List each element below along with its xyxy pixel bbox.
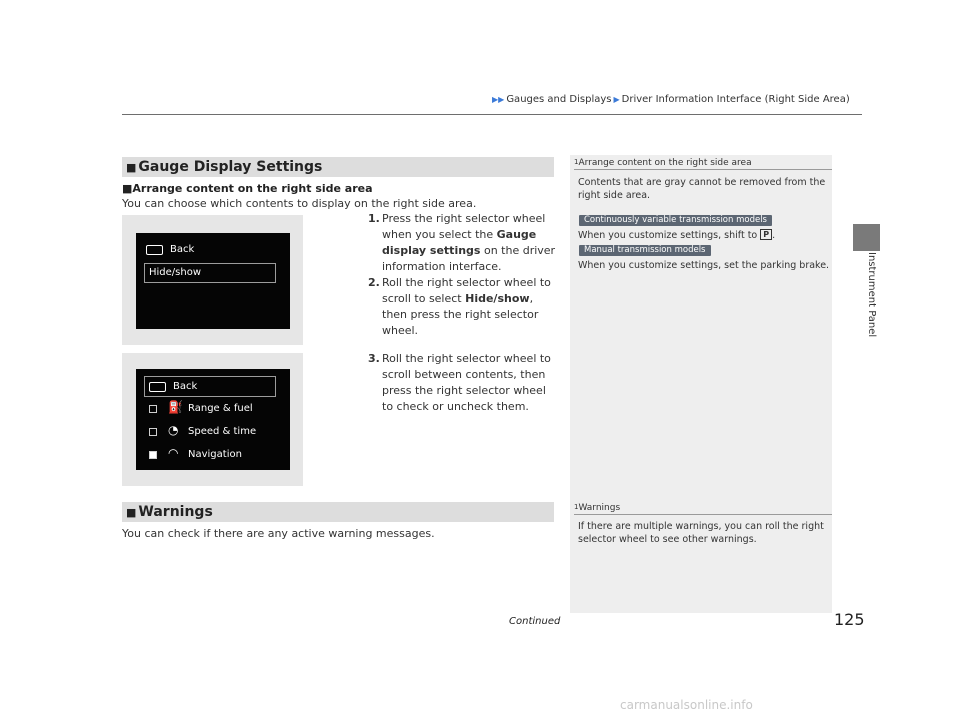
arrange-subhead-text: Arrange content on the right side area: [132, 182, 373, 195]
note-ref: 1: [574, 503, 579, 511]
note-warnings-title-text: Warnings: [578, 503, 621, 513]
speed-time-label: Speed & time: [188, 426, 257, 437]
note-cvt-text: [578, 229, 828, 242]
screen2-back-label: Back: [173, 381, 198, 392]
watermark: carmanualsonline.info: [620, 698, 753, 712]
breadcrumb-arrow-icon: ▶▶: [492, 95, 505, 104]
page-number: 125: [834, 610, 865, 629]
screenshot-hide-show-frame: [122, 215, 303, 345]
park-gear-icon: P: [760, 229, 772, 240]
back-icon: [149, 382, 166, 392]
step-2-text-end: , then press the right selector wheel.: [382, 292, 539, 337]
note-warnings-title: [574, 503, 620, 513]
back-icon: [146, 245, 163, 255]
step-1-bold: Gauge display settings: [382, 228, 537, 257]
step-1-number: 1.: [368, 212, 380, 225]
note-arrange-title-text: Arrange content on the right side area: [578, 158, 752, 168]
arrange-subhead: [122, 182, 373, 195]
breadcrumb-driver-info: Driver Information Interface (Right Side Area): [621, 94, 850, 105]
screenshot-contents: [136, 369, 290, 470]
navigation-label: Navigation: [188, 449, 242, 460]
range-fuel-checkbox: [149, 405, 157, 413]
screenshot-contents-frame: [122, 353, 303, 486]
speed-clock-icon: ◔: [168, 423, 179, 437]
gauge-section-title: Gauge Display Settings: [138, 159, 323, 175]
chapter-tab: [853, 224, 880, 251]
warnings-body: You can check if there are any active warning messages.: [122, 527, 435, 540]
note-arrange-title: [574, 158, 752, 168]
gauge-section-header: [122, 157, 554, 177]
arrange-intro: You can choose which contents to display on the right side area.: [122, 197, 477, 210]
screen1-back-label: Back: [170, 244, 195, 255]
breadcrumb-gauges: Gauges and Displays: [506, 94, 612, 105]
fuel-pump-icon: ⛽: [168, 400, 183, 414]
cvt-models-tag: Continuously variable transmission models: [579, 215, 772, 226]
navigation-checkbox: [149, 451, 157, 459]
step-2: [368, 275, 558, 339]
subhead-square-icon: ■: [122, 182, 133, 195]
note-manual-text: When you customize settings, set the parking brake.: [578, 260, 830, 271]
step-2-number: 2.: [368, 276, 380, 289]
section-square-icon: ■: [126, 506, 137, 519]
step-1-text-end: on the driver information interface.: [382, 244, 556, 273]
warnings-section-title: Warnings: [138, 504, 213, 520]
note-cvt-text-end: .: [772, 230, 776, 241]
step-3-text: Roll the right selector wheel to scroll between contents, then press the right selector wheel to check or uncheck them.: [382, 352, 551, 413]
note-warnings-text: If there are multiple warnings, you can roll the right selector wheel to see other warnings.: [578, 521, 824, 545]
continued-label: Continued: [509, 616, 561, 627]
note-arrange-text: Contents that are gray cannot be removed from the right side area.: [578, 177, 826, 201]
note-rule: [574, 169, 832, 170]
step-2-bold: Hide/show: [465, 292, 530, 305]
note-rule: [574, 514, 832, 515]
speed-time-checkbox: [149, 428, 157, 436]
chapter-tab-label: Instrument Panel: [866, 252, 877, 338]
step-2-text: Roll the right selector wheel to scroll to select: [382, 276, 551, 305]
range-fuel-label: Range & fuel: [188, 403, 253, 414]
step-1-text: Press the right selector wheel when you select the: [382, 212, 546, 241]
screen1-hide-show-item: Hide/show: [149, 267, 202, 278]
note-cvt-text-start: When you customize settings, shift to: [578, 230, 761, 241]
step-3: [368, 351, 558, 415]
steps-list: [368, 211, 558, 339]
warnings-section-header: [122, 502, 554, 522]
note-ref: 1: [574, 158, 579, 166]
section-square-icon: ■: [126, 161, 137, 174]
step-1: [368, 211, 558, 275]
navigation-icon: ◠: [168, 446, 179, 460]
screenshot-hide-show: [136, 233, 290, 329]
manual-models-tag: Manual transmission models: [579, 245, 711, 256]
breadcrumb-arrow-icon: ▶: [613, 95, 620, 104]
notes-pane: [570, 155, 832, 613]
header-rule: [122, 114, 862, 115]
breadcrumb: [490, 94, 850, 105]
step-3-number: 3.: [368, 352, 380, 365]
